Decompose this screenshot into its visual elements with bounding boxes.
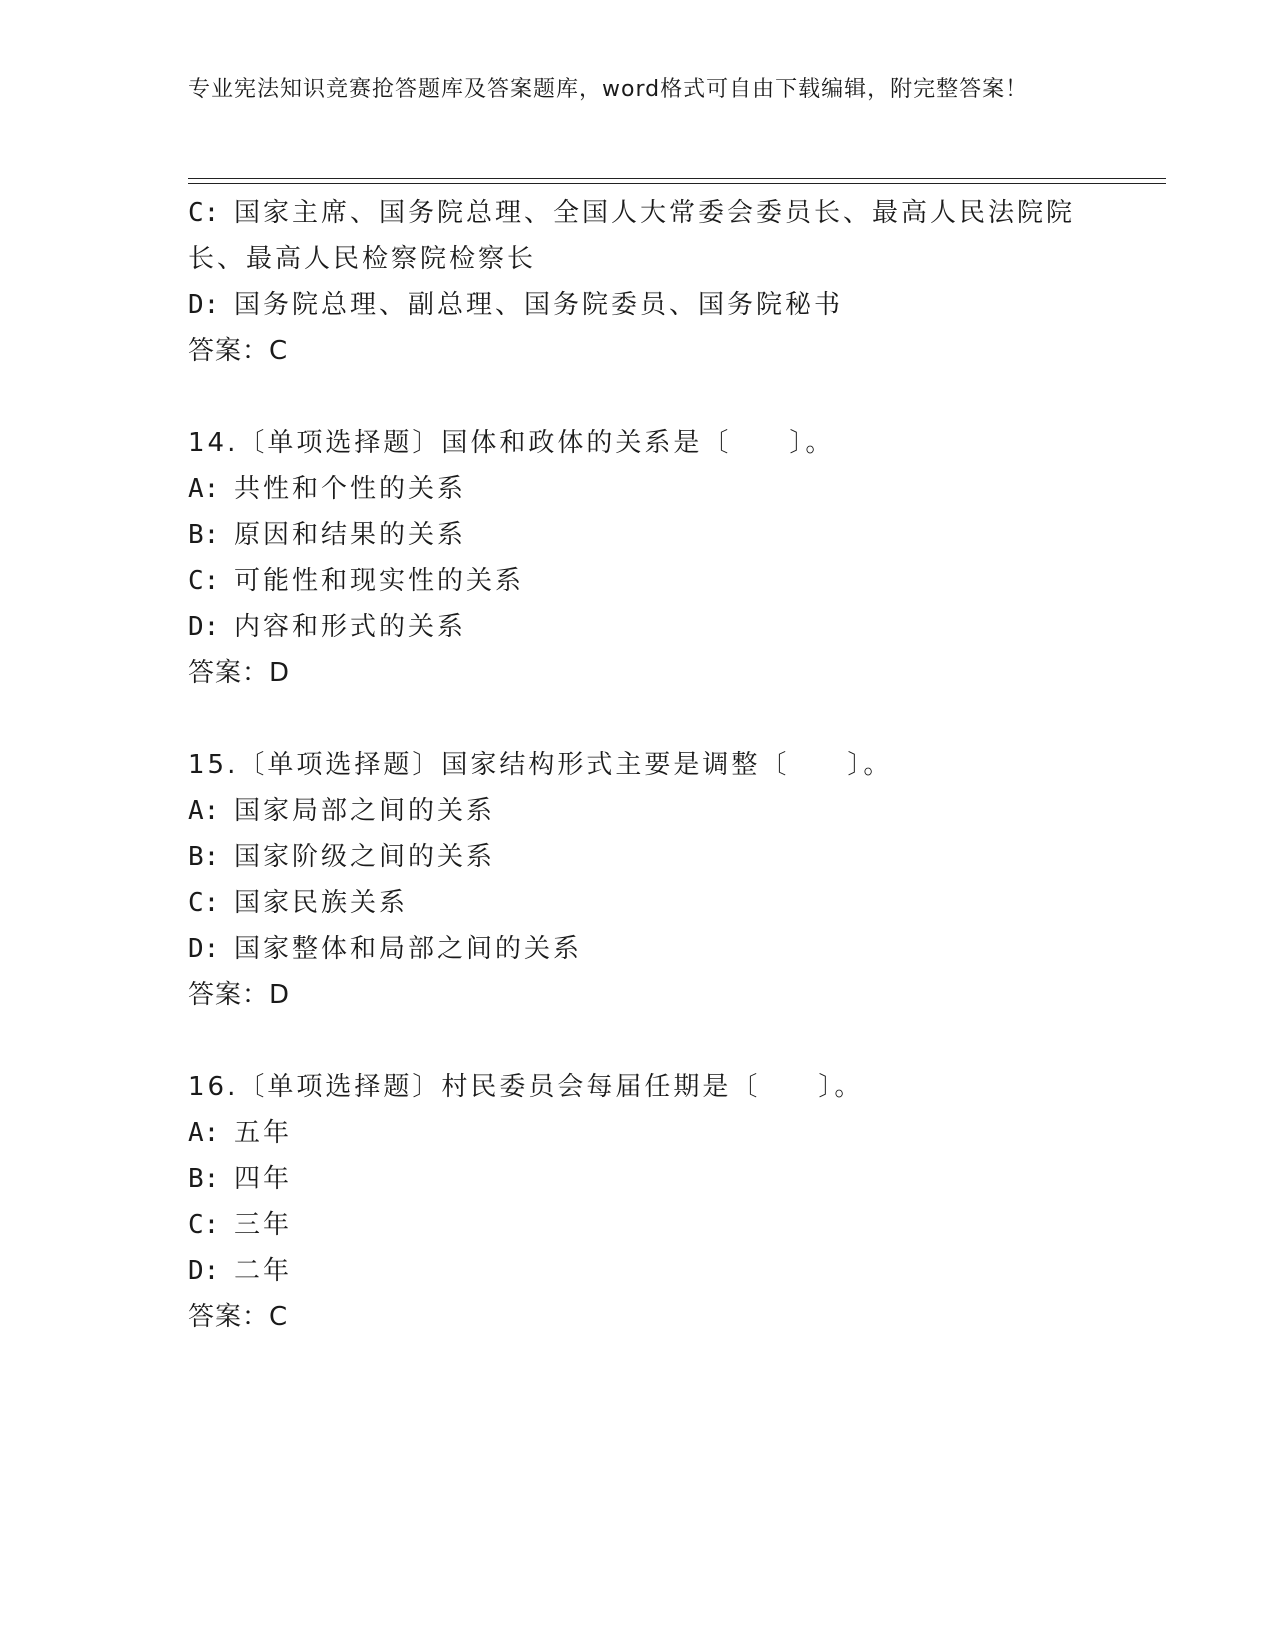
- option-text: 国务院总理、副总理、国务院委员、国务院秘书: [234, 290, 844, 320]
- option-a: [188, 1110, 1088, 1156]
- option-c: [188, 880, 1088, 926]
- question-stem: 15.〔单项选择题〕国家结构形式主要是调整〔 〕。: [188, 750, 893, 780]
- option-text: 共性和个性的关系: [234, 474, 467, 504]
- option-key: B:: [188, 1164, 220, 1194]
- option-d: [188, 1248, 1088, 1294]
- option-key: A:: [188, 474, 220, 504]
- option-key: C:: [188, 566, 220, 596]
- option-text: 国家民族关系: [234, 888, 409, 918]
- option-key: B:: [188, 842, 220, 872]
- answer-line: 答案：D: [188, 658, 291, 688]
- option-key: B:: [188, 520, 220, 550]
- question-stem: 16.〔单项选择题〕村民委员会每届任期是〔 〕。: [188, 1072, 864, 1102]
- option-text: 三年: [234, 1210, 293, 1240]
- question-15: [188, 742, 1088, 1018]
- option-text: 五年: [234, 1118, 293, 1148]
- option-text: 可能性和现实性的关系: [234, 566, 525, 596]
- question-16: [188, 1064, 1088, 1340]
- question-13-tail: [188, 190, 1088, 374]
- option-c: [188, 190, 1088, 236]
- option-text: 国家整体和局部之间的关系: [234, 934, 583, 964]
- option-text: 二年: [234, 1256, 293, 1286]
- option-text: 长、最高人民检察院检察长: [188, 244, 537, 274]
- option-b: [188, 1156, 1088, 1202]
- header-title: 专业宪法知识竞赛抢答题库及答案题库，word格式可自由下载编辑，附完整答案！: [188, 77, 1029, 102]
- document-body: [188, 190, 1088, 1340]
- answer-line: 答案：C: [188, 336, 289, 366]
- spacer: [188, 374, 1088, 420]
- option-text: 原因和结果的关系: [234, 520, 467, 550]
- option-key: D:: [188, 290, 220, 320]
- option-key: D:: [188, 934, 220, 964]
- option-c: [188, 1202, 1088, 1248]
- answer-line: 答案：C: [188, 1302, 289, 1332]
- document-header: [188, 74, 1068, 106]
- option-key: D:: [188, 1256, 220, 1286]
- header-rule-bottom: [188, 183, 1166, 184]
- option-text: 内容和形式的关系: [234, 612, 467, 642]
- answer-line: 答案：D: [188, 980, 291, 1010]
- option-text: 国家阶级之间的关系: [234, 842, 496, 872]
- option-key: A:: [188, 796, 220, 826]
- option-key: C:: [188, 198, 220, 228]
- option-text: 国家主席、国务院总理、全国人大常委会委员长、最高人民法院院: [234, 198, 1076, 228]
- header-rule-top: [188, 178, 1166, 179]
- option-c: [188, 558, 1088, 604]
- spacer: [188, 1018, 1088, 1064]
- option-d: [188, 282, 1088, 328]
- option-key: D:: [188, 612, 220, 642]
- option-text: 国家局部之间的关系: [234, 796, 496, 826]
- spacer: [188, 696, 1088, 742]
- option-key: C:: [188, 1210, 220, 1240]
- option-d: [188, 604, 1088, 650]
- option-b: [188, 834, 1088, 880]
- option-c-continued: [188, 236, 1088, 282]
- option-key: C:: [188, 888, 220, 918]
- option-a: [188, 466, 1088, 512]
- option-b: [188, 512, 1088, 558]
- question-stem: 14.〔单项选择题〕国体和政体的关系是〔 〕。: [188, 428, 835, 458]
- option-text: 四年: [234, 1164, 293, 1194]
- option-key: A:: [188, 1118, 220, 1148]
- question-14: [188, 420, 1088, 696]
- option-d: [188, 926, 1088, 972]
- option-a: [188, 788, 1088, 834]
